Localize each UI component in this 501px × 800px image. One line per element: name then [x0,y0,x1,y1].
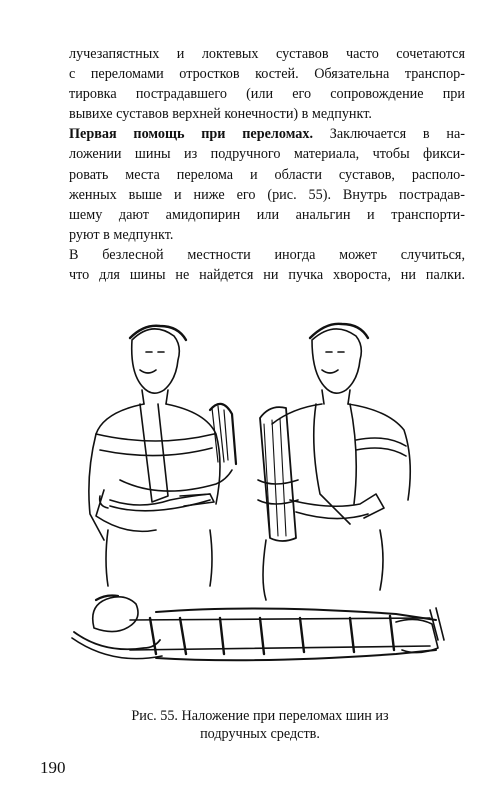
text-line: В безлесной местности иногда может случиться, [69,246,465,263]
page-number: 190 [40,758,66,777]
text-line: лучезапястных и локтевых суставов часто сочетаются [69,46,465,62]
caption-line: подручных средств. [200,726,320,742]
text-line: женных выше и ниже его (рис. 55). Внутрь пострадав- [69,186,465,203]
right-man-drawing [258,324,410,600]
text-line: ложении шины из подручного материала, чтобы фикси- [69,146,465,163]
lying-man-drawing [72,596,444,661]
first-aid-first-line [69,124,465,144]
text-line: ровать места перелома и области суставов, располо- [69,166,465,183]
text-line: руют в медпункт. [69,226,174,243]
text-line: шему дают амидопирин или анальгин и транспорти- [69,206,465,223]
left-man-drawing [89,326,236,586]
caption-line: Рис. 55. Наложение при переломах шин из [131,708,389,724]
figure-55-illustration [60,300,460,695]
text-line: тировка пострадавшего (или его сопровождение при [69,86,465,103]
figure-caption [60,707,460,743]
text-line: что для шины не найдется ни пучка хвороста, ни палки. [69,267,465,284]
text-line: с переломами отростков костей. Обязательна транспор- [69,66,465,83]
first-aid-heading: Первая помощь при переломах. [69,126,313,143]
first-aid-rest: Заключается в на- [313,126,465,143]
body-text [69,44,465,285]
text-line: вывихе суставов верхней конечности) в медпункт. [69,106,372,123]
